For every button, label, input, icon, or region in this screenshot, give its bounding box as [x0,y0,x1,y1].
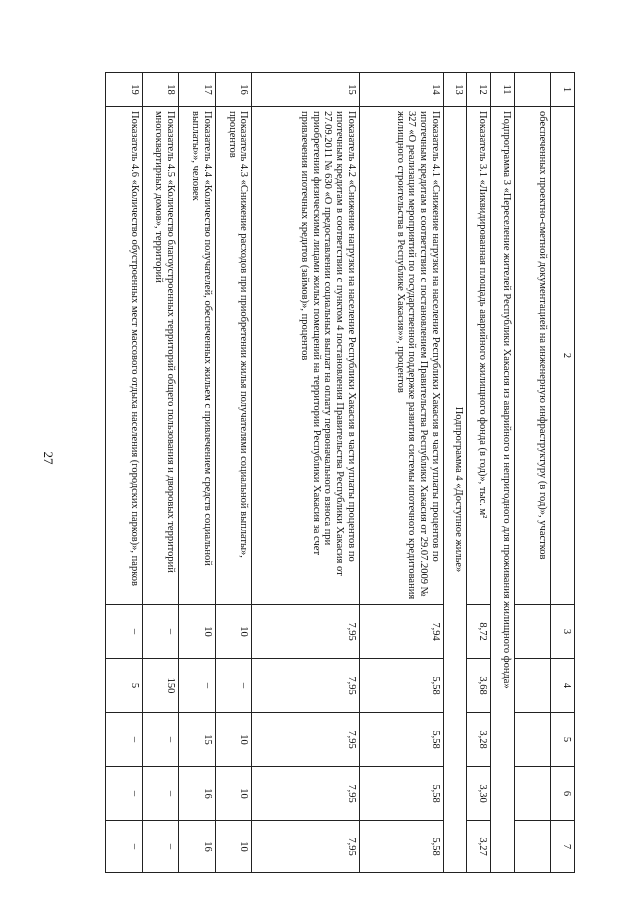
table-row [359,73,443,873]
table-row [142,73,179,873]
value-cell: 5 [106,659,143,713]
value-cell: 7,95 [252,659,360,713]
row-number: 11 [491,73,515,107]
value-cell: – [142,821,179,873]
value-cell: – [142,713,179,767]
value-cell: – [106,605,143,659]
row-number: 12 [467,73,491,107]
header-cell: 3 [551,605,575,659]
row-number: 18 [142,73,179,107]
header-cell: 4 [551,659,575,713]
value-cell: – [106,713,143,767]
value-cell: 3,28 [467,713,491,767]
value-cell: 10 [215,713,252,767]
subprogram-title: Подпрограмма 3 «Переселение жителей Республики Хакасия из аварийного и непригодного для проживания жилищного фонда» [491,107,515,873]
header-cell: 2 [551,107,575,605]
value-cell: 5,58 [359,767,443,821]
row-number: 15 [252,73,360,107]
value-cell [514,767,551,821]
row-description: Показатель 4.3 «Снижение расходов при приобретении жилья получателями социальной выплаты», процентов [215,107,252,605]
row-number: 19 [106,73,143,107]
header-cell: 1 [551,73,575,107]
row-number [514,73,551,107]
row-number: 16 [215,73,252,107]
table-row [467,73,491,873]
indicators-table [105,72,575,873]
value-cell: 15 [179,713,216,767]
row-description: Показатель 4.1 «Снижение нагрузки на население Республики Хакасия в части уплаты процентов по ипотечным кредитам в соответствии с постановлением Правительства Республики Хакасия от 29.07.2009 № 327 «О реализации мероприятий по государственной поддержке развития системы ипотечного кредитования жилищного строительства в Республике Хакасия»», процентов [359,107,443,605]
value-cell: – [142,605,179,659]
value-cell [514,713,551,767]
value-cell: 7,95 [252,767,360,821]
value-cell: 8,72 [467,605,491,659]
value-cell [514,605,551,659]
row-number: 14 [359,73,443,107]
value-cell: 7,95 [252,605,360,659]
row-description: Показатель 4.2 «Снижение нагрузки на население Республики Хакасия в части уплаты процентов по ипотечным кредитам в соответствии с пунктом 4 постановления Правительства Республики Хакасия от 27.09.2011 № 630 «О предоставлении социальных выплат на оплату первоначального взноса при приобретении физическими лицами жилых помещений на территории Республики Хакасия за счет привлечения ипотечных кредитов (займов)», процентов [252,107,360,605]
value-cell: 5,58 [359,713,443,767]
row-description: обеспеченных проектно-сметной документацией на инженерную инфраструктуру (в год)», участков [514,107,551,605]
header-row [551,73,575,873]
value-cell: – [179,659,216,713]
row-number: 13 [443,73,467,107]
table-row [179,73,216,873]
table-row [106,73,143,873]
subprogram-row [443,73,467,873]
value-cell: 16 [179,821,216,873]
value-cell: – [215,659,252,713]
table-row [215,73,252,873]
value-cell: 10 [215,767,252,821]
value-cell: 150 [142,659,179,713]
value-cell: 5,58 [359,659,443,713]
value-cell: 10 [215,605,252,659]
value-cell: – [106,767,143,821]
subprogram-row [491,73,515,873]
row-number: 17 [179,73,216,107]
rotated-table-container [105,72,575,872]
header-cell: 6 [551,767,575,821]
header-cell: 5 [551,713,575,767]
value-cell: 10 [215,821,252,873]
row-description: Показатель 4.6 «Количество обустроенных мест массового отдыха населения (городских парков)», парков [106,107,143,605]
value-cell: 16 [179,767,216,821]
header-cell: 7 [551,821,575,873]
row-description: Показатель 4.5 «Количество благоустроенных территорий общего пользования и дворовых территорий многоквартирных домов», территорий [142,107,179,605]
value-cell: 10 [179,605,216,659]
value-cell: 7,94 [359,605,443,659]
value-cell: 7,95 [252,821,360,873]
value-cell: 3,27 [467,821,491,873]
value-cell: 3,30 [467,767,491,821]
table-row [514,73,551,873]
table-row [252,73,360,873]
row-description: Показатель 4.4 «Количество получателей, обеспеченных жильем с привлечением средств социальной выплаты»», человек [179,107,216,605]
page-number: 27 [41,451,56,465]
value-cell: 5,58 [359,821,443,873]
value-cell: 7,95 [252,713,360,767]
value-cell: 3,68 [467,659,491,713]
subprogram-title: Подпрограмма 4 «Доступное жилье» [443,107,467,873]
value-cell: – [142,767,179,821]
value-cell [514,659,551,713]
row-description: Показатель 3.1 «Ликвидированная площадь аварийного жилищного фонда (в год)», тыс. м² [467,107,491,605]
value-cell: – [106,821,143,873]
value-cell [514,821,551,873]
